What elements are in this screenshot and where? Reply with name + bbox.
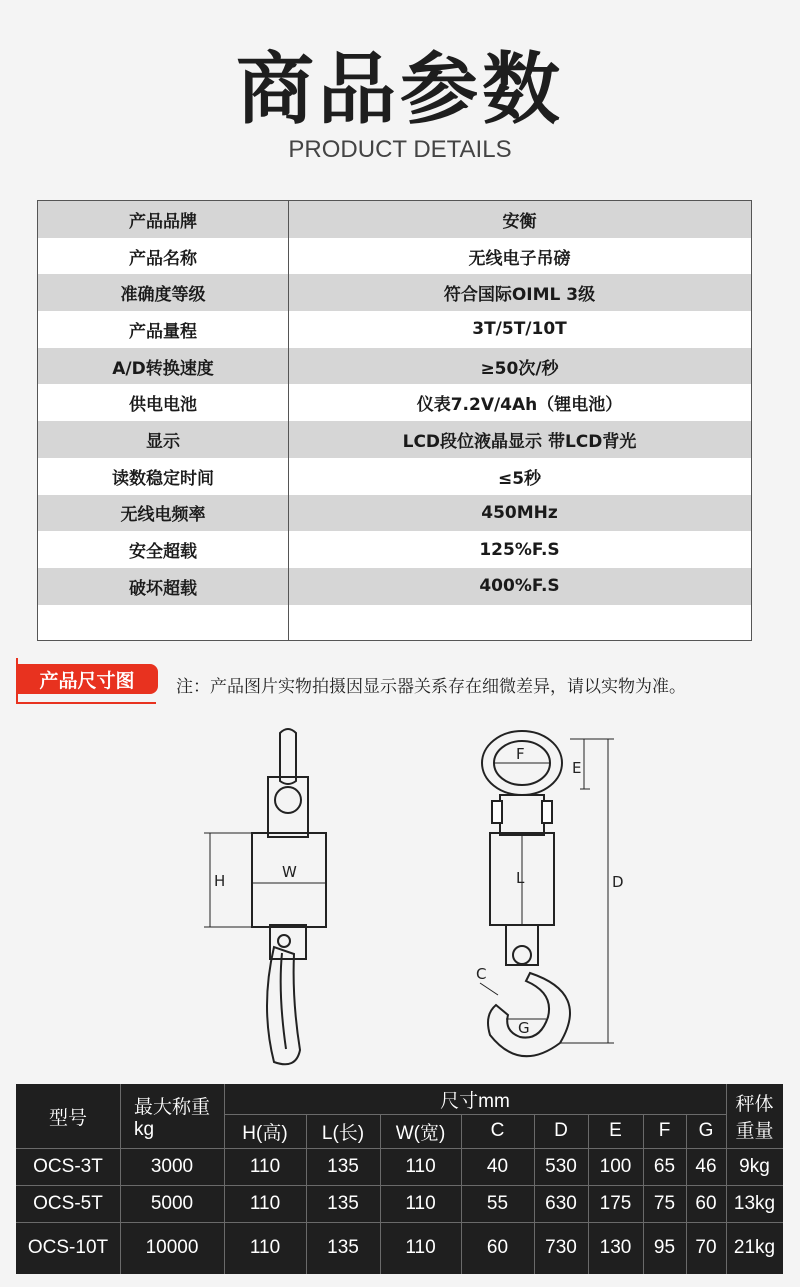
spec-value: 450MHz [481,502,558,523]
size-header: 尺寸mm [440,1090,510,1112]
spec-key: 供电电池 [129,395,197,416]
page-title: 商品参数 [235,45,564,135]
spec-row [38,458,751,495]
spec-key: A/D转换速度 [112,358,214,379]
row-size-value: 75 [653,1192,676,1214]
size-col-header: W(宽) [395,1122,446,1144]
label-h: H [214,872,226,890]
size-col-header: G [698,1120,714,1141]
spec-value: 3T/5T/10T [472,319,567,340]
row-size-value: 130 [599,1237,632,1258]
spec-row [38,385,751,422]
grid-hline [16,1222,783,1223]
grid-vline [224,1084,225,1274]
grid-vline [461,1114,462,1274]
row-size-value: 46 [695,1155,717,1177]
spec-row [38,274,751,311]
lower-block-left [270,925,306,959]
spec-row [38,201,751,238]
label-l: L [516,869,525,887]
spec-value: LCD段位液晶显示 带LCD背光 [402,432,637,453]
row-size-value: 110 [405,1237,436,1258]
spec-row [38,238,751,275]
label-f: F [516,745,525,763]
row-size-value: 135 [327,1192,359,1214]
size-col-header: C [490,1120,505,1141]
grid-vline [534,1114,535,1274]
row-size-value: 110 [249,1155,281,1177]
row-model: OCS-3T [33,1155,103,1177]
row-size-value: 60 [486,1237,509,1258]
grid-vline [380,1114,381,1274]
row-weight: 9kg [739,1155,770,1177]
pin-circle-left [275,787,301,813]
spec-key: 显示 [146,432,180,453]
lower-pin-right [513,946,531,964]
spec-table [37,200,752,641]
spec-row [38,531,751,568]
row-max-weight: 10000 [145,1237,199,1258]
max-weight-header: 最大称重 kg [133,1096,210,1140]
spec-row [38,495,751,532]
spec-value: 125%F.S [479,539,560,560]
size-col-header: E [609,1120,622,1141]
row-max-weight: 5000 [150,1192,194,1214]
label-w: W [282,863,297,881]
shackle-side-icon [280,729,296,784]
row-size-value: 630 [545,1192,577,1214]
spec-key: 读数稳定时间 [112,468,214,489]
row-size-value: 135 [327,1237,359,1258]
grid-vline [643,1114,644,1274]
row-model: OCS-5T [33,1192,103,1214]
size-section-tag: 产品尺寸图 [16,664,158,694]
spec-value: 符合国际OIML 3级 [443,285,596,306]
spec-row [38,311,751,348]
swivel-block-right [500,795,544,835]
grid-vline [120,1084,121,1274]
model-header: 型号 [48,1107,87,1129]
grid-hline [224,1114,726,1115]
row-size-value: 730 [545,1237,577,1258]
spec-divider [288,201,289,640]
row-model: OCS-10T [27,1237,109,1258]
spec-row [38,348,751,385]
dimension-drawing [180,715,640,1075]
row-weight: 13kg [733,1192,776,1214]
row-size-value: 175 [599,1192,632,1214]
spec-row [38,568,751,605]
size-tag-underline [16,702,156,704]
spec-value: 安衡 [502,211,537,232]
hook-front-icon [488,973,570,1056]
row-size-value: 95 [653,1237,676,1258]
spec-key: 产品量程 [129,321,197,342]
size-col-header: D [554,1120,568,1141]
row-size-value: 530 [545,1155,577,1177]
spec-key: 无线电频率 [120,505,206,526]
spec-value: 无线电子吊磅 [468,248,571,269]
spec-value: ≤5秒 [497,468,542,489]
grid-vline [726,1084,727,1274]
spec-value: 仪表7.2V/4Ah（锂电池） [416,395,623,416]
size-col-header: H(高) [242,1122,288,1144]
row-size-value: 65 [653,1155,676,1177]
row-size-value: 135 [327,1155,359,1177]
row-size-value: 100 [599,1155,632,1177]
row-size-value: 110 [249,1237,281,1258]
grid-hline [16,1185,783,1186]
spec-key: 产品品牌 [129,211,197,232]
row-size-value: 110 [405,1155,436,1177]
label-e: E [572,759,582,777]
hook-side-icon [267,947,300,1064]
label-g: G [518,1019,530,1037]
spec-key: 安全超载 [129,542,197,563]
spec-value: ≥50次/秒 [480,358,559,379]
label-d: D [612,873,624,891]
row-max-weight: 3000 [150,1155,194,1177]
page-subtitle: PRODUCT DETAILS [288,136,512,163]
row-size-value: 70 [695,1237,717,1258]
label-c: C [476,965,487,983]
row-size-value: 110 [249,1192,281,1214]
grid-hline [16,1148,783,1149]
grid-vline [588,1114,589,1274]
spec-row [38,421,751,458]
spec-key: 破坏超载 [129,578,197,599]
size-col-header: F [658,1120,671,1141]
lower-pin-left [278,935,290,947]
spec-value: 400%F.S [479,576,560,597]
spec-key: 产品名称 [129,248,197,269]
row-weight: 21kg [733,1237,776,1258]
row-size-value: 110 [405,1192,436,1214]
dimension-table [16,1084,783,1274]
spec-key: 准确度等级 [120,285,206,306]
size-col-header: L(长) [321,1122,365,1144]
grid-vline [686,1114,687,1274]
size-note: 注：产品图片实物拍摄因显示器关系存在细微差异，请以实物为准。 [176,677,686,697]
row-size-value: 60 [695,1192,717,1214]
grid-vline [306,1114,307,1274]
row-size-value: 55 [486,1192,509,1214]
weight-header: 秤体 重量 [735,1094,774,1142]
row-size-value: 40 [486,1155,509,1177]
